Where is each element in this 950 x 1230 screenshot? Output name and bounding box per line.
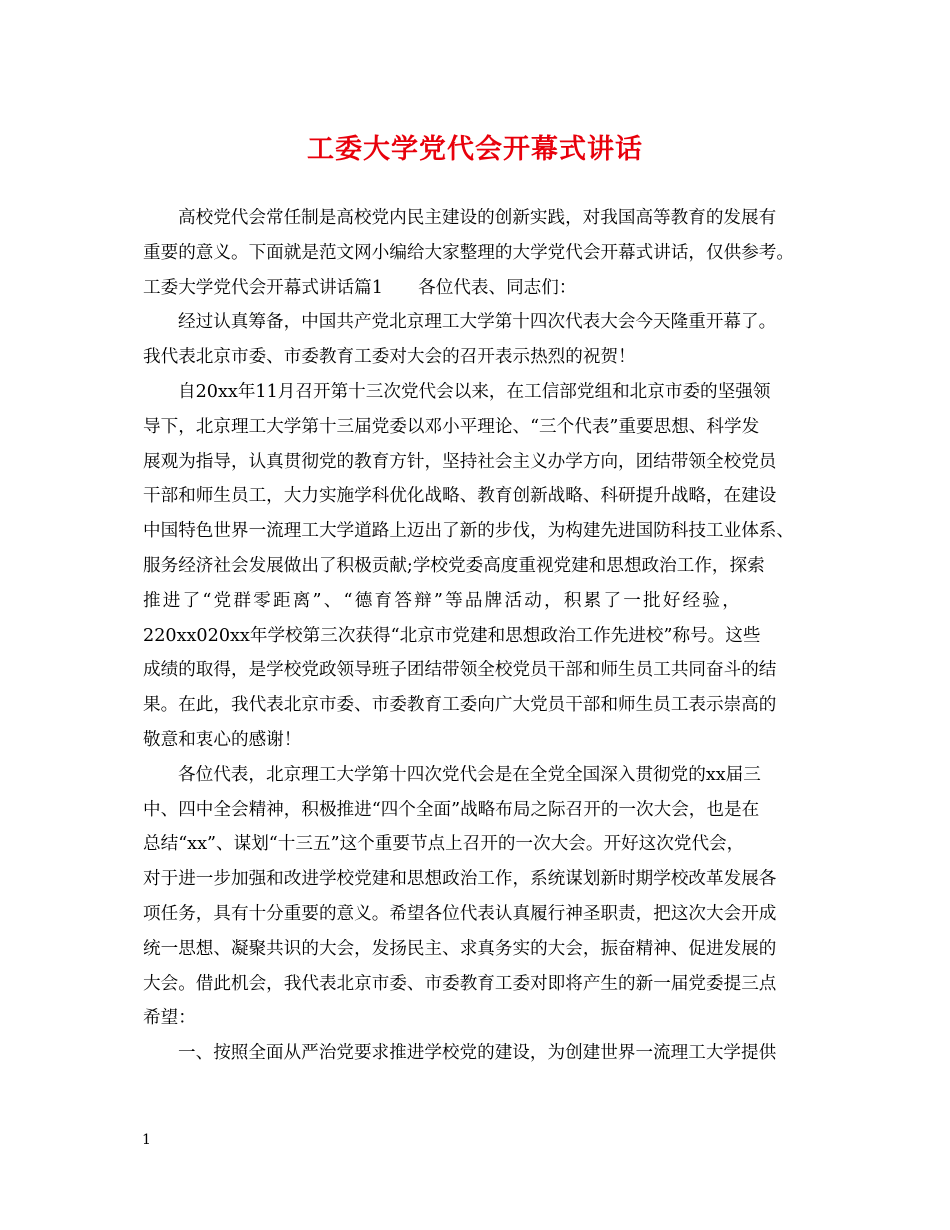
body-line: 工委大学党代会开幕式讲话篇1 各位代表、同志们： [143, 277, 577, 298]
body-line: 经过认真筹备，中国共产党北京理工大学第十四次代表大会今天隆重开幕了。 [178, 312, 777, 333]
body-line: 导下，北京理工大学第十三届党委以邓小平理论、“三个代表”重要思想、科学发 [143, 416, 760, 437]
body-line: 统一思想、凝聚共识的大会，发扬民主、求真务实的大会，振奋精神、促进发展的 [143, 938, 777, 959]
document-title: 工委大学党代会开幕式讲话 [307, 134, 643, 165]
body-line: 自20xx年11月召开第十三次党代会以来，在工信部党组和北京市委的坚强领 [178, 381, 771, 402]
body-line: 各位代表，北京理工大学第十四次党代会是在全党全国深入贯彻党的xx届三 [178, 764, 761, 785]
body-line: 一、按照全面从严治党要求推进学校党的建设，为创建世界一流理工大学提供 [178, 1043, 777, 1064]
body-line: 服务经济社会发展做出了积极贡献;学校党委高度重视党建和思想政治工作，探索 [143, 555, 765, 576]
body-line: 重要的意义。下面就是范文网小编给大家整理的大学党代会开幕式讲话，仅供参考。 [143, 242, 794, 263]
body-line: 展观为指导，认真贯彻党的教育方针，坚持社会主义办学方向，团结带领全校党员 [143, 451, 777, 472]
body-line: 推进了“党群零距离”、“德育答辩”等品牌活动，积累了一批好经验， [143, 590, 743, 611]
body-line: 果。在此，我代表北京市委、市委教育工委向广大党员干部和师生员工表示崇高的 [143, 695, 777, 716]
page-number: 1 [142, 1132, 151, 1148]
body-line: 高校党代会常任制是高校党内民主建设的创新实践，对我国高等教育的发展有 [178, 208, 777, 228]
document-body [143, 201, 823, 1071]
body-line: 希望： [143, 1008, 196, 1029]
body-line: 总结“xx”、谋划“十三五”这个重要节点上召开的一次大会。开好这次党代会， [143, 834, 745, 855]
body-line: 大会。借此机会，我代表北京市委、市委教育工委对即将产生的新一届党委提三点 [143, 973, 777, 994]
body-line: 对于进一步加强和改进学校党建和思想政治工作，系统谋划新时期学校改革发展各 [143, 869, 777, 890]
body-line: 成绩的取得，是学校党政领导班子团结带领全校党员干部和师生员工共同奋斗的结 [143, 660, 777, 681]
body-line: 我代表北京市委、市委教育工委对大会的召开表示热烈的祝贺！ [143, 347, 636, 368]
body-line: 220xx020xx年学校第三次获得“北京市党建和思想政治工作先进校”称号。这些 [143, 625, 761, 646]
body-line: 干部和师生员工，大力实施学科优化战略、教育创新战略、科研提升战略，在建设 [143, 486, 777, 507]
body-line: 项任务，具有十分重要的意义。希望各位代表认真履行神圣职责，把这次大会开成 [143, 903, 777, 924]
body-line: 中国特色世界一流理工大学道路上迈出了新的步伐，为构建先进国防科技工业体系、 [143, 521, 794, 542]
body-line: 中、四中全会精神，积极推进“四个全面”战略布局之际召开的一次大会，也是在 [143, 799, 760, 820]
body-line: 敬意和衷心的感谢！ [143, 729, 302, 750]
